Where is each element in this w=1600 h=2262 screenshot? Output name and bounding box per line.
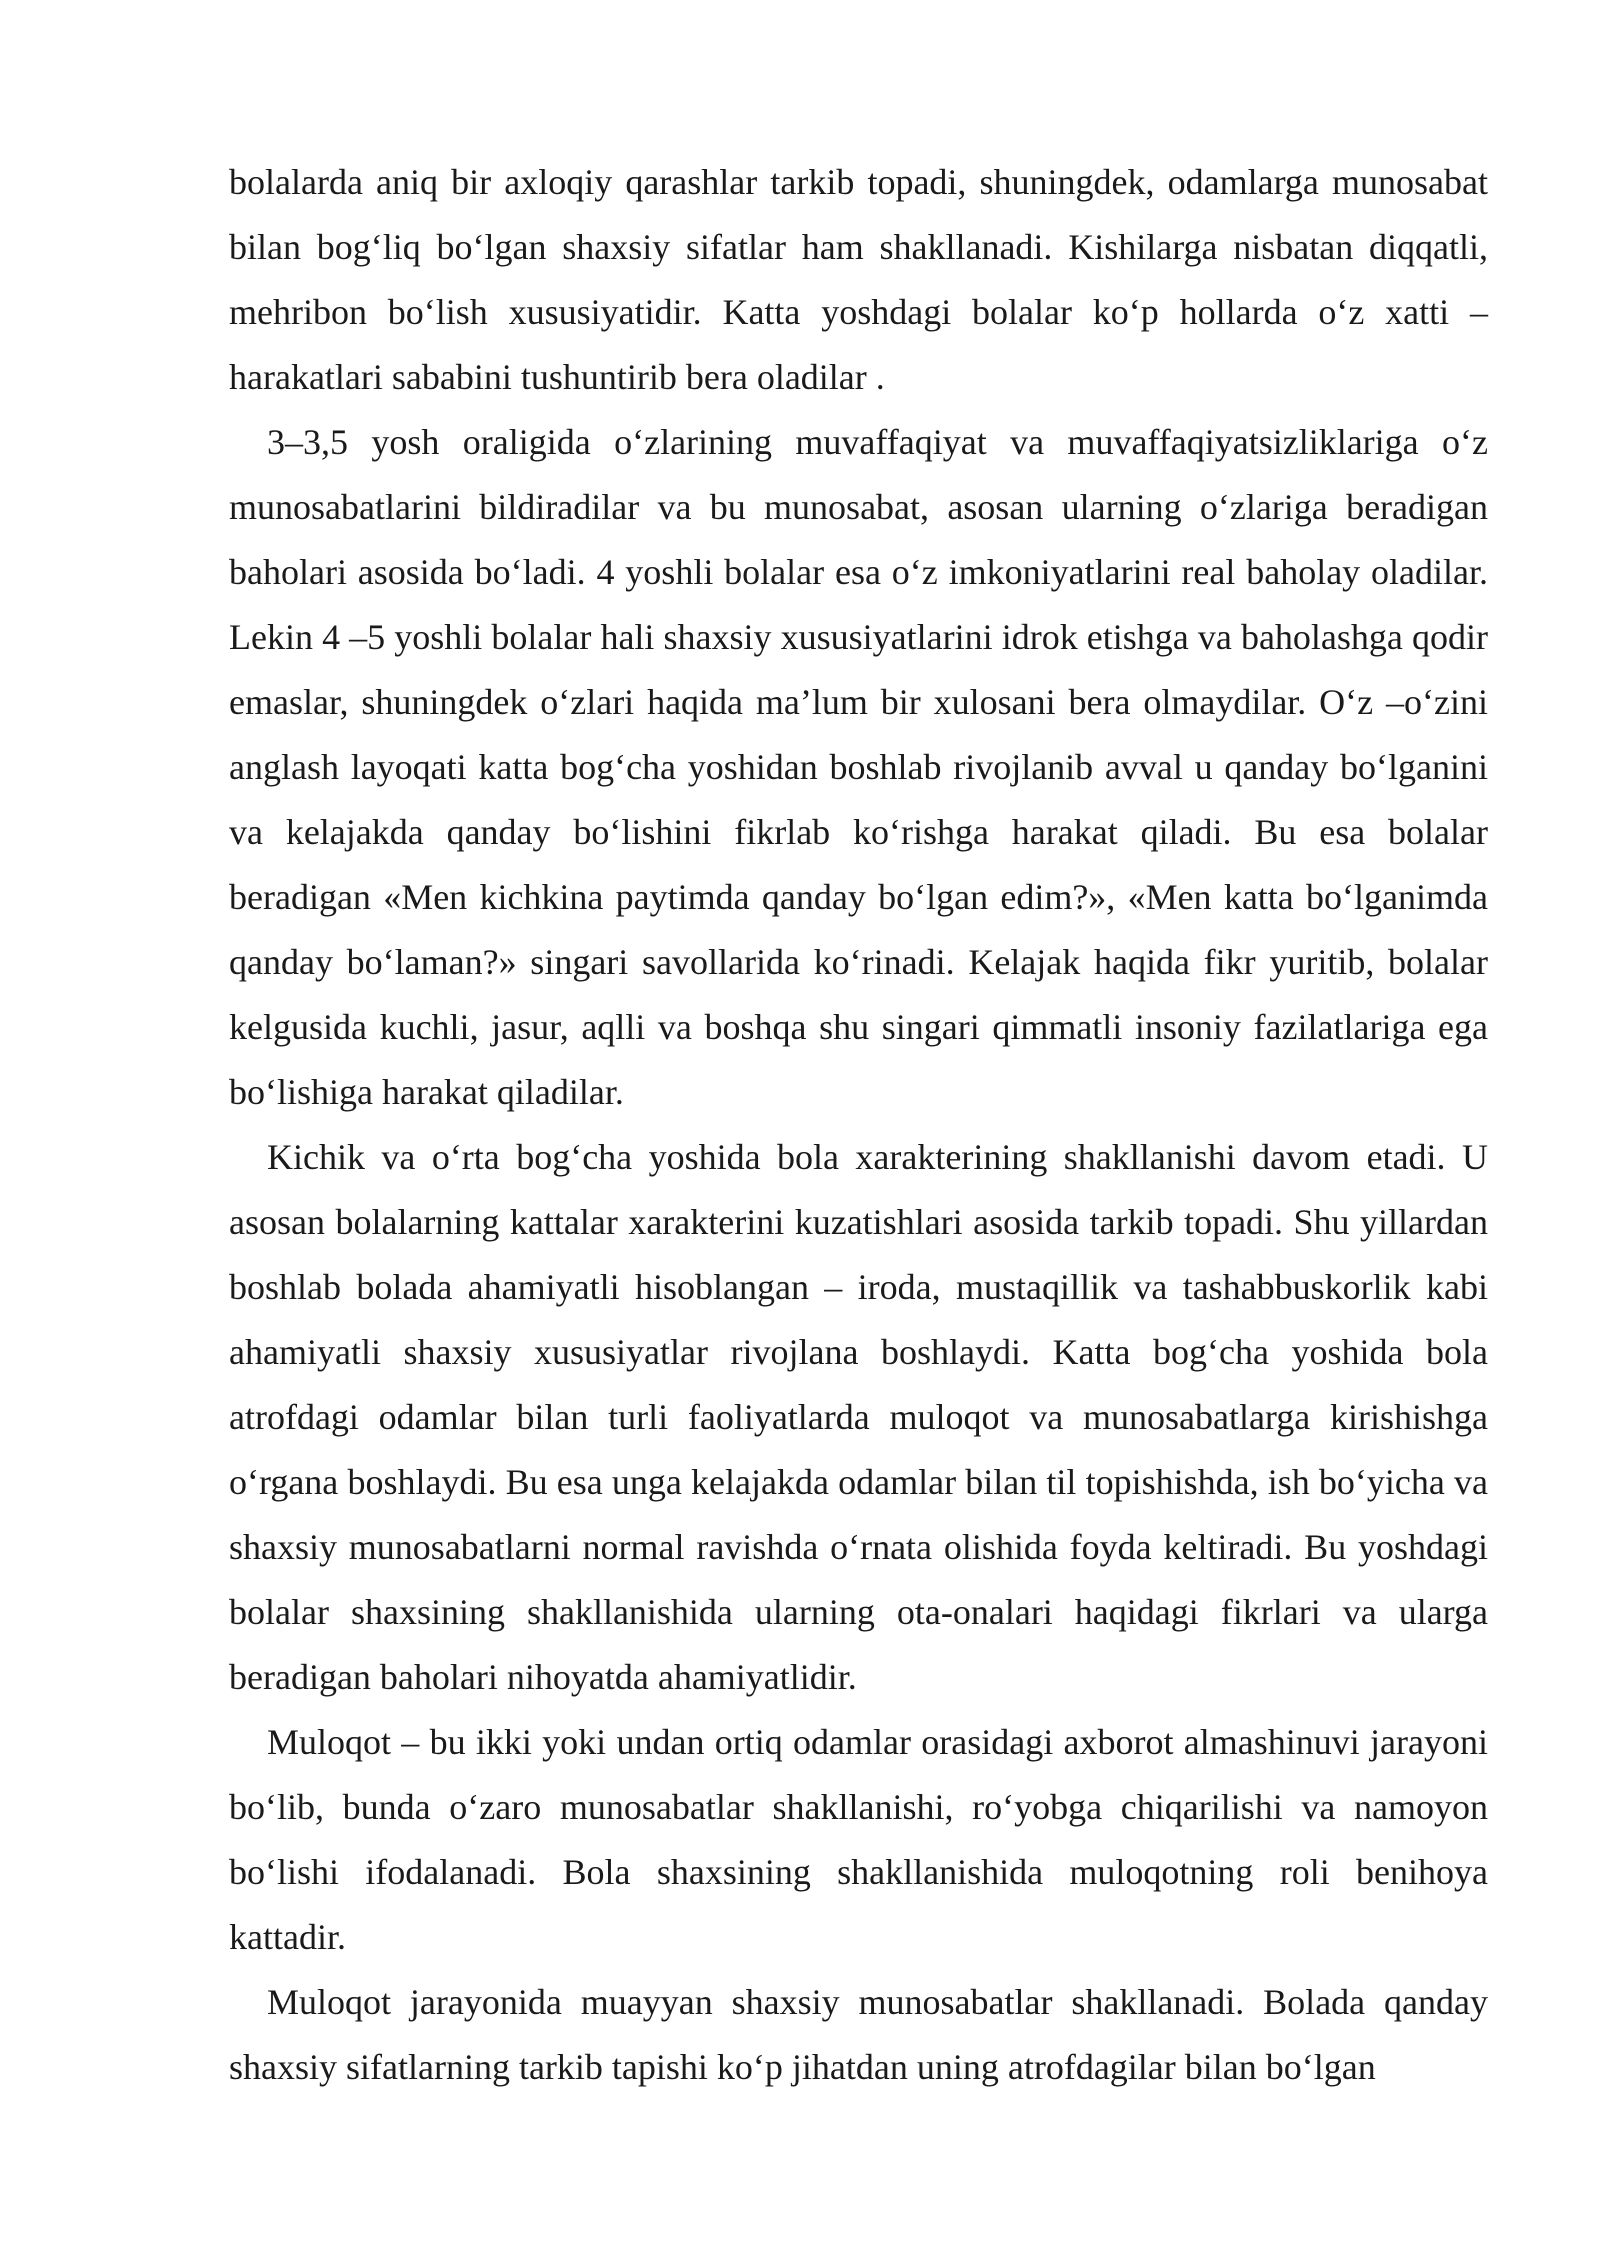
paragraph-5: Muloqot jarayonida muayyan shaxsiy munosabatlar shakllanadi. Bolada qanday shaxsiy sifatlarning tarkib tapishi ko‘p jihatdan uning atrofdagilar bilan bo‘lgan [229, 1982, 1488, 2087]
paragraph-4: Muloqot – bu ikki yoki undan ortiq odamlar orasidagi axborot almashinuvi jarayoni bo‘lib, bunda o‘zaro munosabatlar shakllanishi, ro‘yobga chiqarilishi va namoyon bo‘lishi ifodalanadi. Bola shaxsining shakllanishida muloqotning roli benihoya kattadir. [229, 1722, 1488, 1957]
paragraph-3: Kichik va o‘rta bog‘cha yoshida bola xarakterining shakllanishi davom etadi. U asosan bolalarning kattalar xarakterini kuzatishlari asosida tarkib topadi. Shu yillardan boshlab bolada ahamiyatli hisoblangan – iroda, mustaqillik va tashabbuskorlik kabi ahamiyatli shaxsiy xususiyatlar rivojlana boshlaydi. Katta bog‘cha yoshida bola atrofdagi odamlar bilan turli faoliyatlarda muloqot va munosabatlarga kirishishga o‘rgana boshlaydi. Bu esa unga kelajakda odamlar bilan til topishishda, ish bo‘yicha va shaxsiy munosabatlarni normal ravishda o‘rnata olishida foyda keltiradi. Bu yoshdagi bolalar shaxsining shakllanishida ularning ota-onalari haqidagi fikrlari va ularga beradigan baholari nihoyatda ahamiyatlidir. [229, 1137, 1488, 1697]
body-text [229, 150, 1488, 2100]
paragraph-2: 3–3,5 yosh oraligida o‘zlarining muvaffaqiyat va muvaffaqiyatsizliklariga o‘z munosabatlarini bildiradilar va bu munosabat, asosan ularning o‘zlariga beradigan baholari asosida bo‘ladi. 4 yoshli bolalar esa o‘z imkoniyatlarini real baholay oladilar. Lekin 4 –5 yoshli bolalar hali shaxsiy xususiyatlarini idrok etishga va baholashga qodir emaslar, shuningdek o‘zlari haqida ma’lum bir xulosani bera olmaydilar. O‘z –o‘zini anglash layoqati katta bog‘cha yoshidan boshlab rivojlanib avval u qanday bo‘lganini va kelajakda qanday bo‘lishini fikrlab ko‘rishga harakat qiladi. Bu esa bolalar beradigan «Men kichkina paytimda qanday bo‘lgan edim?», «Men katta bo‘lganimda qanday bo‘laman?» singari savollarida ko‘rinadi. Kelajak haqida fikr yuritib, bolalar kelgusida kuchli, jasur, aqlli va boshqa shu singari qimmatli insoniy fazilatlariga ega bo‘lishiga harakat qiladilar. [229, 422, 1488, 1112]
paragraph-1: bolalarda aniq bir axloqiy qarashlar tarkib topadi, shuningdek, odamlarga munosabat bilan bog‘liq bo‘lgan shaxsiy sifatlar ham shakllanadi. Kishilarga nisbatan diqqatli, mehribon bo‘lish xususiyatidir. Katta yoshdagi bolalar ko‘p hollarda o‘z xatti – harakatlari sababini tushuntirib bera oladilar . [229, 162, 1488, 397]
